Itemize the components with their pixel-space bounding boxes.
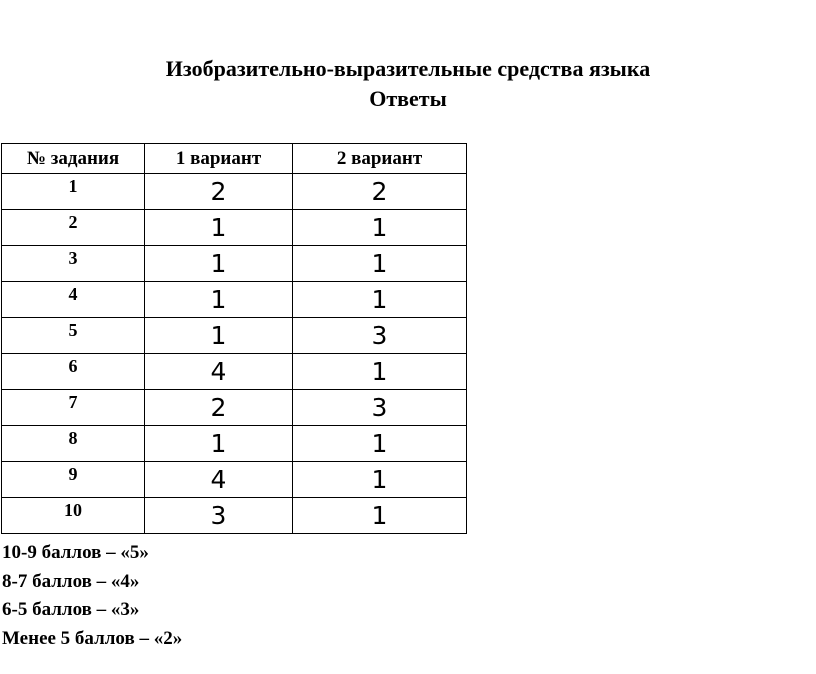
- variant-1-answer: 4: [145, 354, 293, 390]
- variant-1-answer: 1: [145, 318, 293, 354]
- grading-line: 10-9 баллов – «5»: [2, 542, 149, 563]
- variant-2-answer: 1: [293, 462, 467, 498]
- task-number: 3: [2, 246, 145, 282]
- header-task-number: № задания: [2, 144, 145, 174]
- variant-1-answer: 1: [145, 246, 293, 282]
- document-title: Изобразительно-выразительные средства языка: [165, 56, 651, 81]
- variant-2-answer: 1: [293, 246, 467, 282]
- task-number: 5: [2, 318, 145, 354]
- task-number: 4: [2, 282, 145, 318]
- variant-1-answer: 4: [145, 462, 293, 498]
- table-row: [2, 282, 467, 318]
- variant-2-answer: 1: [293, 498, 467, 534]
- grading-line: Менее 5 баллов – «2»: [2, 627, 183, 649]
- task-number: 6: [2, 354, 145, 390]
- variant-2-answer: 1: [293, 426, 467, 462]
- variant-2-answer: 1: [293, 354, 467, 390]
- task-number: 9: [2, 462, 145, 498]
- table-row: [2, 426, 467, 462]
- task-number: 7: [2, 390, 145, 426]
- table-row: [2, 318, 467, 354]
- table-row: [2, 462, 467, 498]
- header-variant-2: 2 вариант: [293, 144, 467, 174]
- variant-1-answer: 1: [145, 426, 293, 462]
- table-row: [2, 354, 467, 390]
- variant-2-answer: 1: [293, 282, 467, 318]
- table-row: [2, 246, 467, 282]
- table-row: [2, 498, 467, 534]
- answers-table: [1, 143, 467, 534]
- grading-line: 6-5 баллов – «3»: [2, 599, 140, 620]
- task-number: 10: [2, 498, 145, 534]
- document-subtitle: Ответы: [369, 86, 447, 111]
- task-number: 8: [2, 426, 145, 462]
- grading-scale: [2, 539, 182, 653]
- table-row: [2, 174, 467, 210]
- variant-2-answer: 3: [293, 318, 467, 354]
- table-row: [2, 390, 467, 426]
- header-variant-1: 1 вариант: [145, 144, 293, 174]
- variant-2-answer: 2: [293, 174, 467, 210]
- grading-line: 8-7 баллов – «4»: [2, 570, 140, 592]
- task-number: 2: [2, 210, 145, 246]
- variant-1-answer: 2: [145, 390, 293, 426]
- table-header-row: [2, 144, 467, 174]
- variant-1-answer: 1: [145, 282, 293, 318]
- variant-2-answer: 1: [293, 210, 467, 246]
- variant-2-answer: 3: [293, 390, 467, 426]
- task-number: 1: [2, 174, 145, 210]
- variant-1-answer: 2: [145, 174, 293, 210]
- table-row: [2, 210, 467, 246]
- variant-1-answer: 1: [145, 210, 293, 246]
- variant-1-answer: 3: [145, 498, 293, 534]
